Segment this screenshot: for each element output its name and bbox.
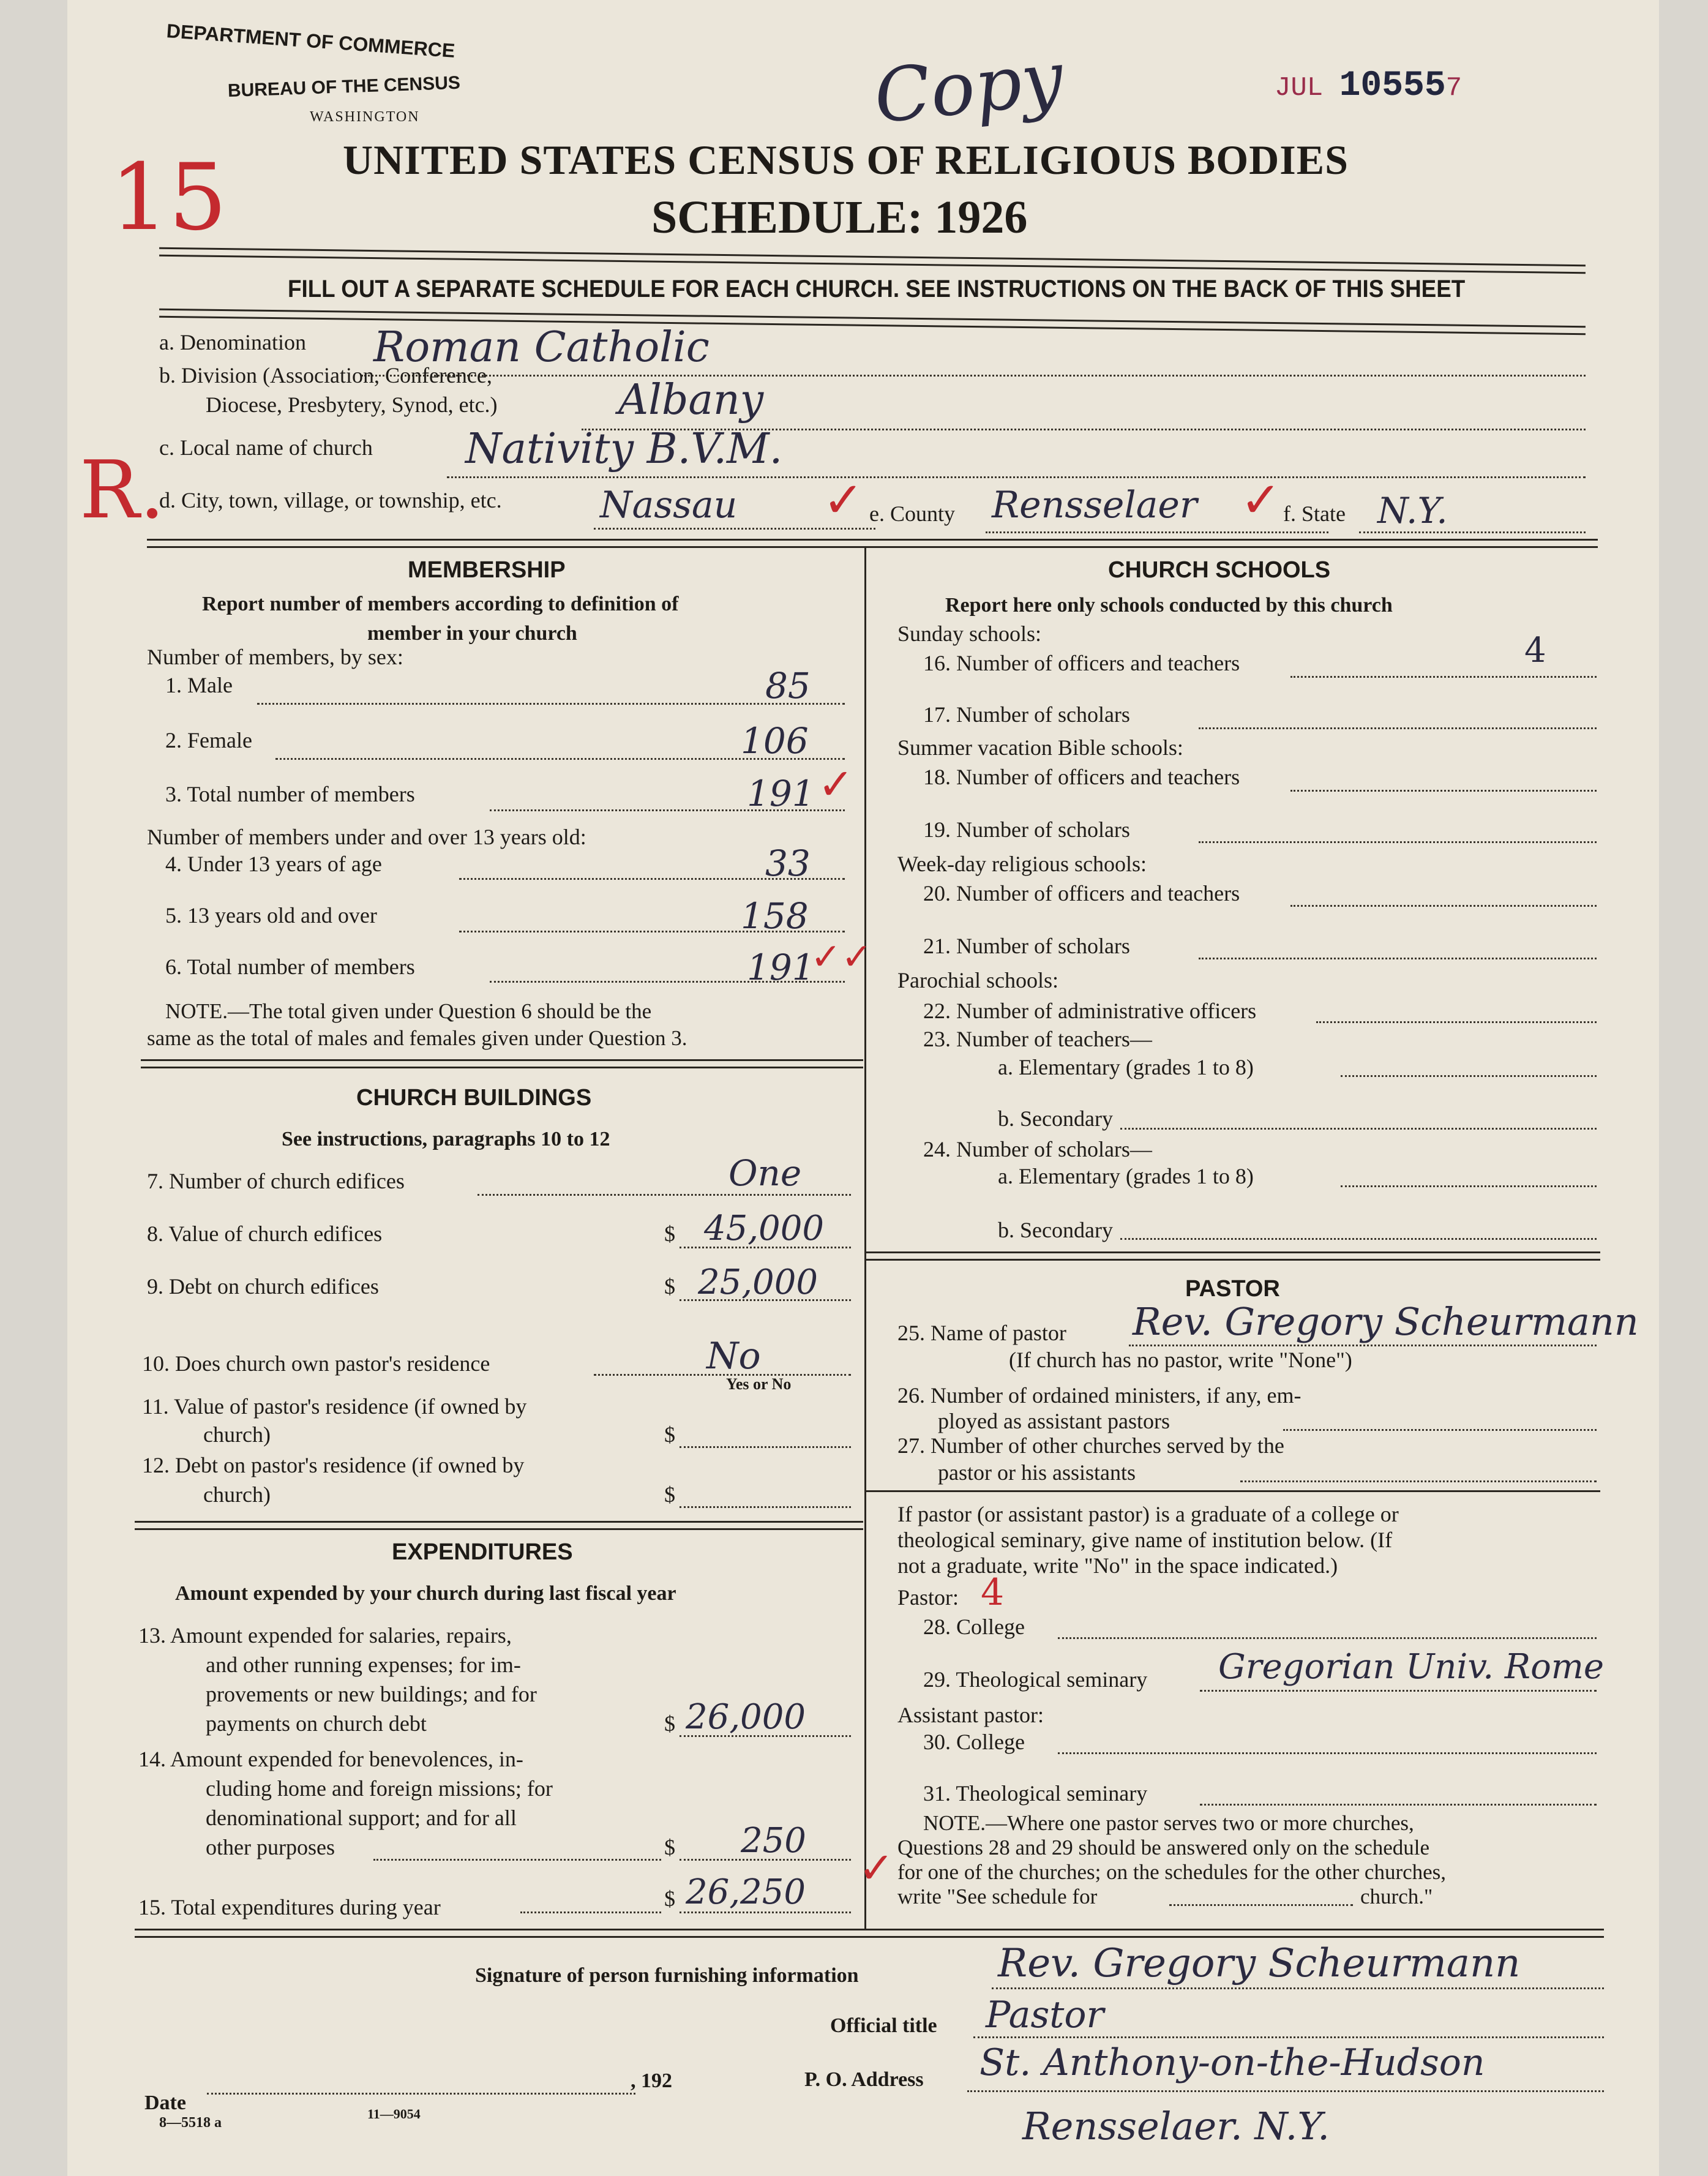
form-number: 8—5518 a (159, 2115, 222, 2131)
po-address-label: P. O. Address (804, 2068, 924, 2091)
schools-sub: Report here only schools conducted by this church (945, 594, 1393, 617)
assistant-subhead: Assistant pastor: (897, 1703, 1044, 1727)
margin-number: 15 (110, 144, 227, 251)
q13-label-1: 13. Amount expended for salaries, repairs, (138, 1623, 512, 1648)
q14-label-3: denominational support; and for all (206, 1806, 517, 1830)
pastor-note-3: for one of the churches; on the schedules for the other churches, (897, 1860, 1447, 1884)
membership-sub-1: Report number of members according to definition of (202, 593, 679, 615)
city-value[interactable]: Nassau (600, 484, 738, 527)
washington-line: WASHINGTON (310, 109, 420, 125)
q11-label-2: church) (203, 1422, 271, 1447)
checkmark-icon: ✓✓ (811, 937, 872, 977)
pastor-subhead: Pastor: (897, 1585, 959, 1610)
q29-label: 29. Theological seminary (923, 1667, 1148, 1692)
q29-value[interactable]: Gregorian Univ. Rome (1218, 1647, 1605, 1687)
q4-value[interactable]: 33 (765, 842, 811, 884)
q23b-label: b. Secondary (998, 1106, 1113, 1131)
dollar-sign: $ (664, 1422, 675, 1447)
q5-label: 5. 13 years old and over (165, 903, 377, 928)
q9-label: 9. Debt on church edifices (147, 1274, 379, 1299)
q19-label: 19. Number of scholars (923, 817, 1130, 842)
q3-value[interactable]: 191 (747, 773, 815, 814)
q9-value[interactable]: 25,000 (698, 1262, 818, 1302)
po-address-value-1[interactable]: St. Anthony-on-the-Hudson (979, 2041, 1485, 2084)
q13-label-2: and other running expenses; for im- (206, 1653, 521, 1677)
q10-value[interactable]: No (706, 1335, 761, 1378)
schools-title: CHURCH SCHOOLS (1108, 557, 1331, 583)
county-label: e. County (869, 501, 955, 526)
q25-value[interactable]: Rev. Gregory Scheurmann (1133, 1299, 1639, 1344)
parochial-schools: Parochial schools: (897, 968, 1058, 992)
pastor-note-1: NOTE.—Where one pastor serves two or more churches, (923, 1811, 1414, 1835)
signature-value[interactable]: Rev. Gregory Scheurmann (998, 1941, 1521, 1986)
membership-title: MEMBERSHIP (408, 557, 566, 583)
checkmark-icon: ✓ (818, 762, 854, 809)
q23a-label: a. Elementary (grades 1 to 8) (998, 1055, 1254, 1079)
division-value[interactable]: Albany (618, 376, 764, 424)
margin-letter: R. (80, 443, 165, 536)
q26-label-1: 26. Number of ordained ministers, if any, em- (897, 1383, 1302, 1408)
q12-label-1: 12. Debt on pastor's residence (if owned by (142, 1453, 525, 1477)
q31-label: 31. Theological seminary (923, 1781, 1148, 1806)
q13-value[interactable]: 26,000 (686, 1697, 806, 1737)
membership-note-1: NOTE.—The total given under Question 6 should be the (165, 999, 652, 1023)
census-schedule-form (67, 0, 1659, 2176)
q25-label: 25. Name of pastor (897, 1321, 1066, 1345)
checkmark-icon: ✓ (1240, 474, 1282, 528)
q14-label-2: cluding home and foreign missions; for (206, 1776, 553, 1801)
signature-label: Signature of person furnishing information (475, 1964, 859, 1987)
q7-label: 7. Number of church edifices (147, 1169, 405, 1193)
checkmark-icon: ✓ (858, 1845, 894, 1893)
q15-label: 15. Total expenditures during year (138, 1895, 441, 1919)
q1-label: 1. Male (165, 673, 233, 697)
q10-label: 10. Does church own pastor's residence (142, 1351, 490, 1376)
graduate-note-1: If pastor (or assistant pastor) is a graduate of a college or (897, 1502, 1399, 1526)
graduate-note-3: not a graduate, write "No" in the space indicated.) (897, 1553, 1338, 1578)
expenditures-title: EXPENDITURES (392, 1539, 573, 1565)
schedule-year: SCHEDULE: 1926 (651, 192, 1028, 243)
dollar-sign: $ (664, 1221, 675, 1246)
county-value[interactable]: Rensselaer (992, 484, 1197, 527)
dollar-sign: $ (664, 1274, 675, 1299)
q3-label: 3. Total number of members (165, 782, 415, 806)
q16-label: 16. Number of officers and teachers (923, 651, 1240, 675)
q8-label: 8. Value of church edifices (147, 1221, 383, 1246)
sunday-schools: Sunday schools: (897, 621, 1042, 646)
q12-label-2: church) (203, 1482, 271, 1507)
church-name-label: c. Local name of church (159, 435, 373, 460)
column-divider (864, 547, 866, 1929)
q11-label-1: 11. Value of pastor's residence (if owned by (142, 1394, 527, 1419)
state-value[interactable]: N.Y. (1377, 490, 1448, 531)
q6-label: 6. Total number of members (165, 955, 415, 979)
denomination-label: a. Denomination (159, 330, 306, 355)
q17-label: 17. Number of scholars (923, 702, 1130, 727)
pastor-note-5: church." (1360, 1885, 1433, 1908)
members-by-age: Number of members under and over 13 years old: (147, 825, 586, 849)
membership-note-2: same as the total of males and females given under Question 3. (147, 1026, 687, 1050)
bureau-line: BUREAU OF THE CENSUS (227, 72, 461, 101)
dollar-sign: $ (664, 1835, 675, 1859)
q13-label-3: provements or new buildings; and for (206, 1682, 537, 1706)
q14-value[interactable]: 250 (741, 1821, 806, 1861)
dollar-sign: $ (664, 1886, 675, 1911)
q24a-label: a. Elementary (grades 1 to 8) (998, 1164, 1254, 1188)
state-label: f. State (1283, 501, 1346, 526)
expenditures-sub: Amount expended by your church during last fiscal year (175, 1582, 676, 1605)
dollar-sign: $ (664, 1711, 675, 1736)
q1-value[interactable]: 85 (765, 665, 811, 707)
received-stamp: JUL 105557 (1275, 66, 1463, 106)
q24b-label: b. Secondary (998, 1218, 1113, 1242)
po-address-value-2[interactable]: Rensselaer. N.Y. (1022, 2104, 1330, 2148)
form-title: UNITED STATES CENSUS OF RELIGIOUS BODIES (343, 137, 1349, 183)
weekday-schools: Week-day religious schools: (897, 852, 1147, 876)
pastor-note-4: write "See schedule for (897, 1885, 1098, 1908)
q2-value[interactable]: 106 (741, 720, 809, 762)
q26-label-2: ployed as assistant pastors (938, 1409, 1170, 1433)
q27-label-2: pastor or his assistants (938, 1460, 1136, 1485)
q22-label: 22. Number of administrative officers (923, 999, 1257, 1023)
buildings-sub: See instructions, paragraphs 10 to 12 (282, 1128, 610, 1150)
q7-value[interactable]: One (729, 1152, 802, 1194)
pastor-annotation: 4 (981, 1571, 1005, 1614)
q16-value[interactable]: 4 (1524, 631, 1546, 670)
pastor-title: PASTOR (1185, 1276, 1280, 1302)
official-title-label: Official title (830, 2014, 937, 2037)
copy-annotation: Copy (870, 36, 1068, 140)
official-title-value[interactable]: Pastor (986, 1994, 1104, 2036)
yes-or-no-hint: Yes or No (726, 1375, 792, 1393)
department-line: DEPARTMENT OF COMMERCE (165, 20, 456, 62)
q4-label: 4. Under 13 years of age (165, 852, 382, 876)
q8-value[interactable]: 45,000 (704, 1209, 824, 1248)
q21-label: 21. Number of scholars (923, 934, 1130, 958)
instruction-banner: FILL OUT A SEPARATE SCHEDULE FOR EACH CHURCH. SEE INSTRUCTIONS ON THE BACK OF THIS SHEET (288, 276, 1466, 302)
q20-label: 20. Number of officers and teachers (923, 881, 1240, 906)
q5-value[interactable]: 158 (741, 895, 809, 937)
q6-value[interactable]: 191 (747, 947, 815, 988)
q18-label: 18. Number of officers and teachers (923, 765, 1240, 789)
q28-label: 28. College (923, 1615, 1025, 1639)
division-label-2: Diocese, Presbytery, Synod, etc.) (206, 392, 498, 417)
q15-value[interactable]: 26,250 (686, 1872, 806, 1912)
buildings-title: CHURCH BUILDINGS (356, 1085, 592, 1111)
q13-label-4: payments on church debt (206, 1711, 427, 1736)
division-label-1: b. Division (Association, Conference, (159, 363, 492, 388)
dollar-sign: $ (664, 1482, 675, 1507)
q25-note: (If church has no pastor, write "None") (1009, 1348, 1352, 1372)
q2-label: 2. Female (165, 728, 252, 752)
q14-label-1: 14. Amount expended for benevolences, in- (138, 1747, 523, 1771)
print-number: 11—9054 (367, 2106, 421, 2122)
q30-label: 30. College (923, 1730, 1025, 1754)
church-name-value[interactable]: Nativity B.V.M. (465, 425, 783, 473)
members-by-sex: Number of members, by sex: (147, 645, 403, 669)
denomination-value[interactable]: Roman Catholic (373, 323, 710, 372)
membership-sub-2: member in your church (367, 622, 577, 645)
q24-label: 24. Number of scholars— (923, 1137, 1152, 1161)
checkmark-icon: ✓ (823, 474, 864, 528)
q27-label-1: 27. Number of other churches served by the (897, 1433, 1284, 1458)
pastor-note-2: Questions 28 and 29 should be answered only on the schedule (897, 1836, 1430, 1859)
graduate-note-2: theological seminary, give name of institution below. (If (897, 1528, 1393, 1552)
date-year: , 192 (631, 2069, 672, 2092)
q14-label-4: other purposes (206, 1835, 335, 1859)
summer-schools: Summer vacation Bible schools: (897, 735, 1183, 760)
q23-label: 23. Number of teachers— (923, 1027, 1152, 1051)
city-label: d. City, town, village, or township, etc. (159, 488, 502, 512)
date-label: Date (144, 2092, 186, 2114)
